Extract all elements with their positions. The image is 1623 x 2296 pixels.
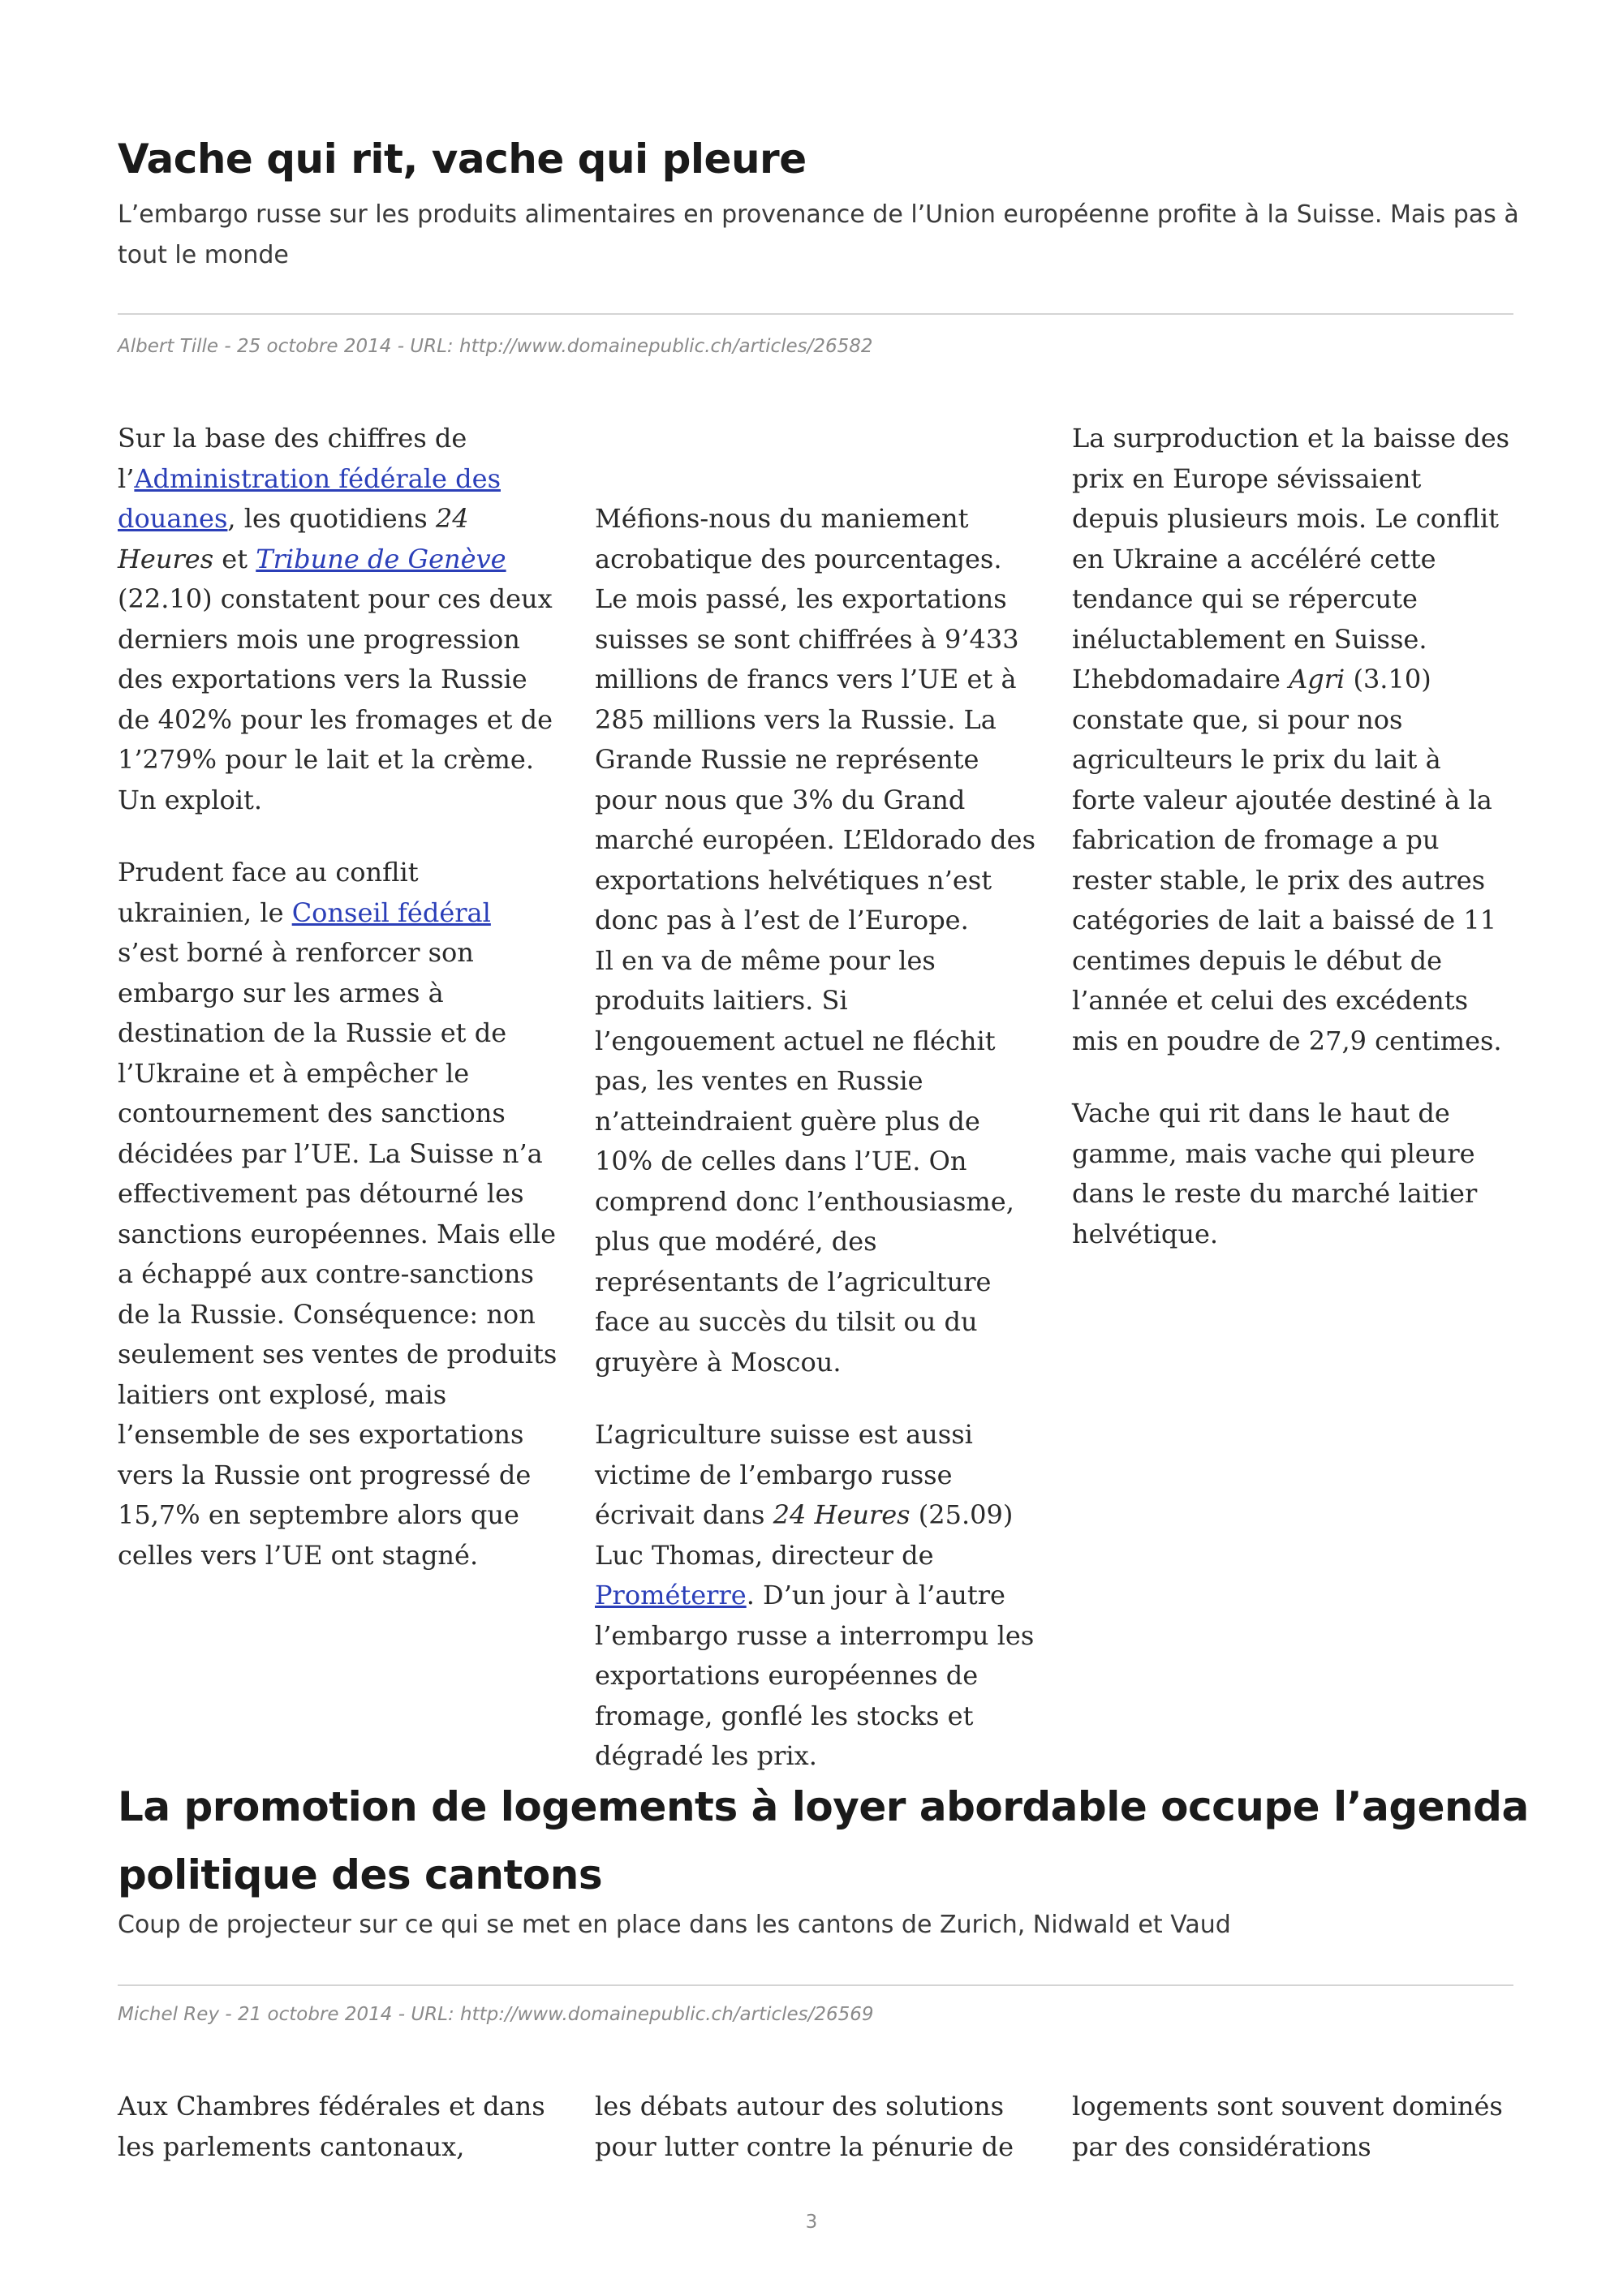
- text-run: (22.10) constatent pour ces deux derniers mois une progression des exportations vers la Russie de 402% pour les fromages et de 1’279% pour le lait et la crème. Un exploit.: [118, 583, 553, 815]
- article-subtitle: L’embargo russe sur les produits alimentaires en provenance de l’Union européenne profite à la Suisse. Mais pas à tout le monde: [118, 200, 1519, 269]
- paragraph: [1072, 419, 1513, 1061]
- paragraph: [118, 853, 558, 1576]
- article-body: [118, 419, 1513, 1809]
- publication-name: 24 Heures: [118, 503, 469, 574]
- link-administration-douanes[interactable]: Administration fédérale des douanes: [118, 462, 501, 534]
- paragraph: logements sont souvent dominés par des considérations: [1072, 2091, 1503, 2162]
- column-1: [118, 2087, 558, 2167]
- column-2: [595, 419, 1035, 1809]
- column-3: [1072, 2087, 1513, 2167]
- text-run: Prudent face au conflit ukrainien, le: [118, 857, 419, 928]
- text-run: et: [213, 543, 256, 574]
- paragraph: Il en va de même pour les produits laitiers. Si l’engouement actuel ne fléchit pas, les ventes en Russie n’atteindraient guère plus de 10% de celles dans l’UE. On comprend donc l’enthousiasme, plus que modéré, des représentants de l’agriculture face au succès du tilsit ou du gruyère à Moscou.: [595, 944, 1014, 1378]
- text-run: La surproduction et la baisse des prix en Europe sévissaient depuis plusieurs mois. Le conflit en Ukraine a accéléré cette tendance qui se répercute inéluctablement en Suisse. L’hebdomadaire: [1072, 423, 1510, 694]
- column-continuation: [595, 419, 1035, 499]
- text-run: , les quotidiens: [227, 503, 436, 534]
- article-title: La promotion de logements à loyer abordable occupe l’agenda politique des cantons: [118, 1783, 1529, 1898]
- column-1: [118, 419, 558, 1809]
- column-2: [595, 2087, 1035, 2167]
- text-run: Sur la base des chiffres de l’: [118, 423, 467, 494]
- paragraph: Aux Chambres fédérales et dans les parlements cantonaux,: [118, 2091, 545, 2162]
- publication-name: Agri: [1289, 664, 1345, 694]
- link-conseil-federal[interactable]: Conseil fédéral: [291, 896, 491, 928]
- publication-name: 24 Heures: [773, 1499, 911, 1530]
- link-prometerre[interactable]: Prométerre: [595, 1580, 747, 1610]
- page-number: 3: [805, 2212, 818, 2233]
- link-label: Tribune de Genève: [256, 543, 506, 574]
- paragraph: [118, 419, 558, 820]
- paragraph: Vache qui rit dans le haut de gamme, mais vache qui pleure dans le reste du marché laitier helvétique.: [1072, 1098, 1478, 1249]
- paragraph: [595, 1415, 1035, 1777]
- column-3: [1072, 419, 1513, 1809]
- text-run: (25.09) Luc Thomas, directeur de: [595, 1499, 1014, 1571]
- article-subtitle: Coup de projecteur sur ce qui se met en place dans les cantons de Zurich, Nidwald et Vaud: [118, 1911, 1231, 1939]
- paragraph: Méfions-nous du maniement acrobatique des pourcentages. Le mois passé, les exportations suisses se sont chiffrées à 9’433 millions de francs vers l’UE et à 285 millions vers la Russie. La Grande Russie ne représente pour nous que 3% du Grand marché européen. L’Eldorado des exportations helvétiques n’est donc pas à l’est de l’Europe.: [595, 503, 1036, 935]
- divider: [118, 1984, 1513, 1986]
- article-byline: Michel Rey - 21 octobre 2014 - URL: http://www.domainepublic.ch/articles/26569: [118, 2004, 874, 2025]
- text-run: s’est borné à renforcer son embargo sur les armes à destination de la Russie et de l’Ukraine et à empêcher le contournement des sanctions décidées par l’UE. La Suisse n’a effectivement pas détourné les sanctions européennes. Mais elle a échappé aux contre-sanctions de la Russie. Conséquence: non seulement ses ventes de produits laitiers ont explosé, mais l’ensemble de ses exportations vers la Russie ont progressé de 15,7% en septembre alors que celles vers l’UE ont stagné.: [118, 937, 558, 1571]
- article-title: Vache qui rit, vache qui pleure: [118, 135, 807, 183]
- paragraph: les débats autour des solutions pour lutter contre la pénurie de: [595, 2091, 1014, 2162]
- divider: [118, 313, 1513, 315]
- text-run: L’agriculture suisse est aussi victime de l’embargo russe écrivait dans: [595, 1419, 973, 1530]
- article-body: [118, 2087, 1513, 2167]
- text-run: . D’un jour à l’autre l’embargo russe a interrompu les exportations européennes de fromage, gonflé les stocks et dégradé les prix.: [595, 1580, 1035, 1771]
- article-byline: Albert Tille - 25 octobre 2014 - URL: http://www.domainepublic.ch/articles/26582: [118, 336, 873, 357]
- text-run: (3.10) constate que, si pour nos agriculteurs le prix du lait à forte valeur ajoutée destiné à la fabrication de fromage a pu rester stable, le prix des autres catégories de lait a baissé de 11 centimes depuis le début de l’année et celui des excédents mis en poudre de 27,9 centimes.: [1072, 664, 1502, 1056]
- link-tribune-de-geneve[interactable]: [256, 544, 506, 574]
